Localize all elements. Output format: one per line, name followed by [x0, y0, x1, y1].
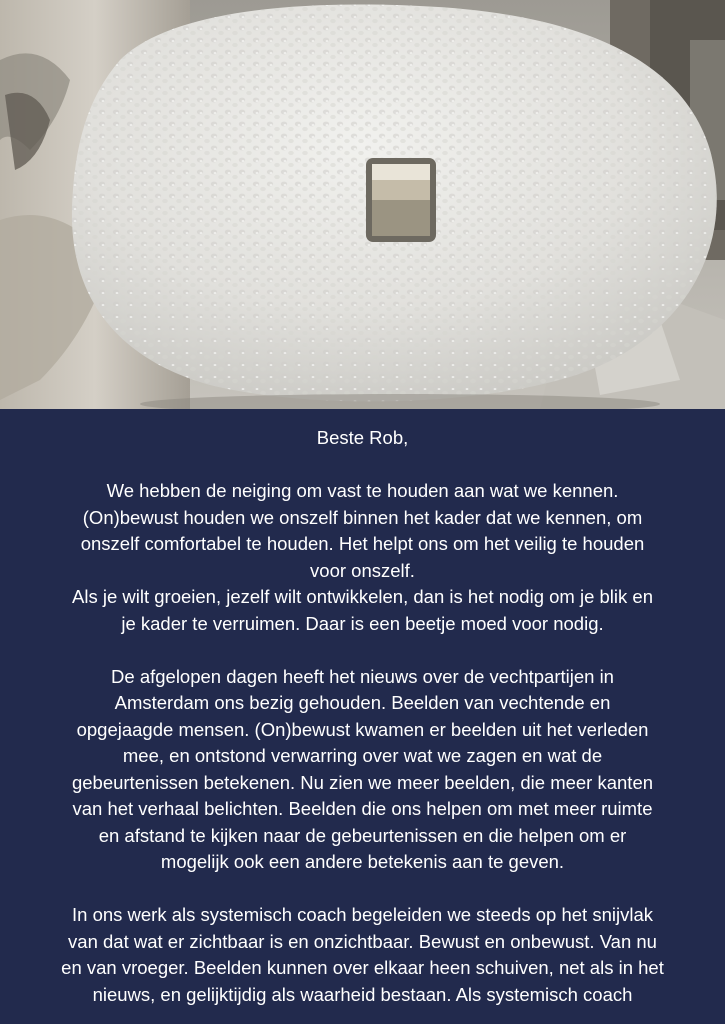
paragraph-3-line: In ons werk als systemisch coach begeleiden we steeds op het snijvlak	[72, 904, 653, 925]
stone-sculpture-photo	[0, 0, 725, 409]
paragraph-2	[28, 664, 697, 876]
paragraph-1-line: voor onszelf.	[310, 559, 415, 581]
greeting	[28, 425, 697, 452]
paragraph-3-line: en van vroeger. Beelden kunnen over elkaar heen schuiven, net als in het	[61, 957, 664, 978]
greeting-text: Beste Rob,	[316, 427, 409, 448]
paragraph-2-line: van het verhaal belichten. Beelden die ons helpen om met meer ruimte	[72, 798, 653, 819]
paragraph-2-line: De afgelopen dagen heeft het nieuws over de vechtpartijen in	[111, 665, 614, 687]
paragraph-3-line: van dat wat er zichtbaar is en onzichtbaar. Bewust en onbewust. Van nu	[68, 930, 657, 952]
paragraph-2-line: mee, en ontstond verwarring over wat we zagen en wat de	[122, 745, 603, 766]
paragraph-1-line: onszelf comfortabel te houden. Het helpt ons om het veilig te houden	[80, 533, 645, 554]
paragraph-2-line: en afstand te kijken naar de gebeurtenissen en die helpen om er	[98, 824, 627, 846]
hero-image	[0, 0, 725, 409]
paragraph-1-line: (On)bewust houden we onszelf binnen het kader dat we kennen, om	[82, 506, 643, 528]
paragraph-2-line: opgejaagde mensen. (On)bewust kwamen er beelden uit het verleden	[76, 718, 649, 740]
paragraph-2-line: gebeurtenissen betekenen. Nu zien we meer beelden, die meer kanten	[71, 771, 654, 793]
paragraph-2-line: Amsterdam ons bezig gehouden. Beelden van vechtende en	[114, 692, 611, 713]
paragraph-1-line: Als je wilt groeien, jezelf wilt ontwikkelen, dan is het nodig om je blik en	[72, 586, 653, 607]
paragraph-3-line: nieuws, en gelijktijdig als waarheid bestaan. Als systemisch coach	[92, 983, 633, 1005]
paragraph-1	[28, 478, 697, 637]
email-body	[0, 409, 725, 1024]
paragraph-2-line: mogelijk ook een andere betekenis aan te geven.	[160, 851, 565, 872]
paragraph-1-line: je kader te verruimen. Daar is een beetje moed voor nodig.	[121, 612, 604, 634]
paragraph-1-line: We hebben de neiging om vast te houden aan wat we kennen.	[106, 480, 619, 501]
paragraph-3	[28, 902, 697, 1008]
